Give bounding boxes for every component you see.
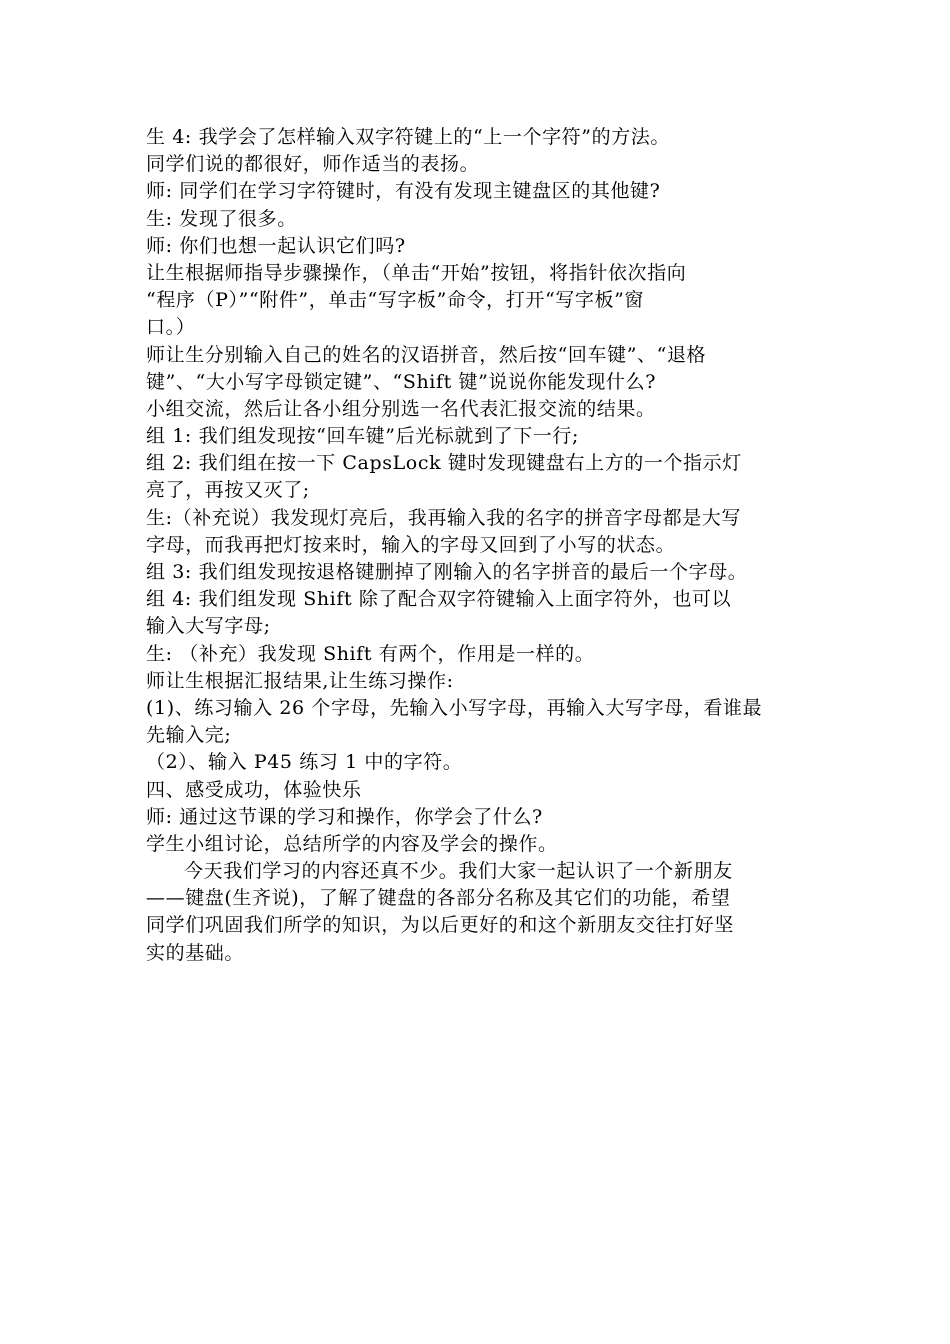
text-line: 键”、“大小写字母锁定键”、“Shift 键”说说你能发现什么?	[146, 370, 656, 393]
text-line: 同学们说的都很好，师作适当的表扬。	[146, 153, 480, 176]
text-line: 实的基础。	[146, 941, 245, 964]
text-line: 组 1: 我们组发现按“回车键”后光标就到了下一行;	[146, 425, 579, 448]
text-line: 师: 通过这节课的学习和操作，你学会了什么?	[146, 805, 543, 828]
text-line: 组 3: 我们组发现按退格键删掉了刚输入的名字拼音的最后一个字母。	[146, 561, 748, 583]
text-line: “程序（P）”“附件”，单击“写字板”命令，打开“写字板”窗	[146, 289, 644, 312]
text-line: 师: 同学们在学习字符键时，有没有发现主键盘区的其他键?	[146, 180, 661, 203]
text-line: 师让生分别输入自己的姓名的汉语拼音，然后按“回车键”、“退格	[146, 343, 707, 366]
text-line: ——键盘(生齐说)，了解了键盘的各部分名称及其它们的功能，希望	[146, 887, 731, 910]
section-heading: 四、感受成功，体验快乐	[146, 778, 362, 801]
text-line: 生: （补充）我发现 Shift 有两个，作用是一样的。	[146, 642, 595, 665]
text-line: 让生根据师指导步骤操作，（单击“开始”按钮，将指针依次指向	[146, 261, 687, 284]
text-line: （2）、输入 P45 练习 1 中的字符。	[146, 751, 463, 774]
text-line: 口。）	[146, 316, 196, 339]
text-line: 小组交流，然后让各小组分别选一名代表汇报交流的结果。	[146, 397, 656, 420]
text-line: 生: 发现了很多。	[146, 207, 297, 230]
text-line: 输入大写字母;	[146, 615, 271, 638]
text-line: 组 2: 我们组在按一下 CapsLock 键时发现键盘右上方的一个指示灯	[146, 452, 742, 475]
text-line: 师: 你们也想一起认识它们吗?	[146, 234, 406, 257]
document-body	[146, 124, 826, 967]
text-line: 同学们巩固我们所学的知识，为以后更好的和这个新朋友交往打好坚	[146, 914, 735, 937]
text-line: 学生小组讨论，总结所学的内容及学会的操作。	[146, 832, 558, 855]
text-line: 先输入完;	[146, 724, 232, 747]
text-line: 生 4: 我学会了怎样输入双字符键上的“上一个字符”的方法。	[146, 126, 670, 148]
text-line: (1)、练习输入 26 个字母，先输入小写字母，再输入大写字母，看谁最	[146, 696, 763, 719]
text-line: 生:（补充说）我发现灯亮后，我再输入我的名字的拼音字母都是大写	[146, 506, 742, 529]
paragraph-first-line: 今天我们学习的内容还真不少。我们大家一起认识了一个新朋友	[184, 860, 733, 883]
text-line: 亮了，再按又灭了;	[146, 479, 310, 502]
text-line: 师让生根据汇报结果,让生练习操作:	[146, 669, 454, 692]
text-line: 字母，而我再把灯按来时，输入的字母又回到了小写的状态。	[146, 533, 676, 556]
text-line: 组 4: 我们组发现 Shift 除了配合双字符键输入上面字符外，也可以	[146, 588, 732, 611]
